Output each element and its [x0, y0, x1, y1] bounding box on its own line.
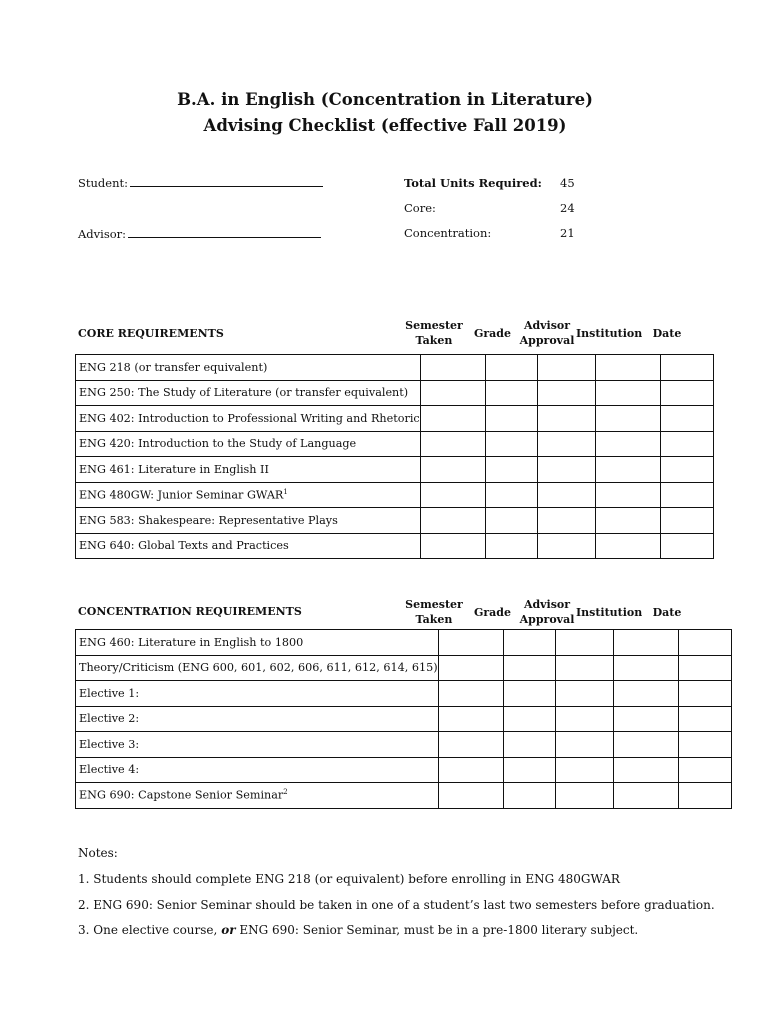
semester-line-2: Taken	[415, 613, 453, 626]
advisor-approval-cell[interactable]	[555, 783, 613, 809]
semester-taken-cell[interactable]	[420, 431, 485, 457]
total-units-label: Total Units Required:	[404, 176, 542, 190]
course-label: ENG 420: Introduction to the Study of Language	[79, 437, 357, 451]
course-label: Theory/Criticism (ENG 600, 601, 602, 606, 611, 612, 614, 615)	[79, 661, 438, 675]
grade-cell[interactable]	[485, 533, 537, 559]
semester-line-1: Semester	[405, 319, 463, 332]
semester-taken-cell[interactable]	[420, 482, 485, 508]
date-cell[interactable]	[660, 457, 713, 483]
requirement-row	[76, 508, 714, 534]
course-label: ENG 218 (or transfer equivalent)	[79, 360, 268, 374]
course-label: Elective 1:	[79, 686, 140, 700]
date-cell[interactable]	[678, 732, 731, 758]
advisor-approval-cell[interactable]	[537, 457, 595, 483]
semester-taken-cell[interactable]	[420, 355, 485, 381]
course-label: ENG 250: The Study of Literature (or transfer equivalent)	[79, 386, 409, 400]
course-label: ENG 583: Shakespeare: Representative Plays	[79, 513, 338, 527]
requirement-row	[76, 406, 714, 432]
grade-cell[interactable]	[503, 732, 555, 758]
core-requirements-heading: CORE REQUIREMENTS	[78, 327, 224, 340]
grade-cell[interactable]	[485, 457, 537, 483]
advisor-label: Advisor:	[78, 227, 127, 241]
conc-col-date: Date	[652, 606, 682, 619]
semester-line-2: Taken	[415, 334, 453, 347]
course-label: Elective 4:	[79, 763, 140, 777]
institution-cell[interactable]	[613, 655, 678, 681]
course-cell	[76, 406, 421, 432]
semester-taken-cell[interactable]	[438, 655, 503, 681]
course-cell	[76, 757, 439, 783]
advisor-approval-cell[interactable]	[555, 732, 613, 758]
core-col-grade: Grade	[473, 327, 511, 340]
requirement-row	[76, 757, 732, 783]
course-cell	[76, 431, 421, 457]
date-cell[interactable]	[660, 406, 713, 432]
core-col-advisor	[518, 318, 576, 348]
course-label: ENG 640: Global Texts and Practices	[79, 539, 289, 553]
core-units-label: Core:	[404, 201, 436, 215]
institution-cell[interactable]	[613, 630, 678, 656]
date-cell[interactable]	[660, 355, 713, 381]
total-units-value: 45	[560, 176, 575, 190]
requirement-row	[76, 482, 714, 508]
note-2: 2. ENG 690: Senior Seminar should be taken in one of a student’s last two semesters before graduation.	[78, 898, 715, 912]
date-cell[interactable]	[660, 380, 713, 406]
date-cell[interactable]	[678, 706, 731, 732]
semester-line-1: Semester	[405, 598, 463, 611]
institution-cell[interactable]	[613, 783, 678, 809]
grade-cell[interactable]	[485, 355, 537, 381]
date-cell[interactable]	[678, 630, 731, 656]
course-cell	[76, 380, 421, 406]
grade-cell[interactable]	[503, 681, 555, 707]
course-cell	[76, 508, 421, 534]
advisor-line-1: Advisor	[523, 319, 571, 332]
course-cell	[76, 355, 421, 381]
date-cell[interactable]	[678, 655, 731, 681]
institution-cell[interactable]	[595, 457, 660, 483]
requirement-row	[76, 630, 732, 656]
grade-cell[interactable]	[485, 508, 537, 534]
advisor-line-2: Approval	[519, 613, 575, 626]
grade-cell[interactable]	[485, 482, 537, 508]
advisor-approval-cell[interactable]	[537, 406, 595, 432]
requirement-row	[76, 655, 732, 681]
date-cell[interactable]	[660, 482, 713, 508]
semester-taken-cell[interactable]	[420, 533, 485, 559]
advisor-approval-cell[interactable]	[537, 508, 595, 534]
institution-cell[interactable]	[595, 533, 660, 559]
advisor-approval-cell[interactable]	[537, 431, 595, 457]
footnote-mark: 2	[283, 788, 288, 797]
advisor-approval-cell[interactable]	[537, 482, 595, 508]
advisor-field	[78, 227, 321, 241]
advisor-approval-cell[interactable]	[555, 630, 613, 656]
core-col-semester	[402, 318, 466, 348]
core-units-value: 24	[560, 201, 575, 215]
advisor-approval-cell[interactable]	[555, 681, 613, 707]
date-cell[interactable]	[660, 508, 713, 534]
requirement-row	[76, 681, 732, 707]
semester-taken-cell[interactable]	[438, 630, 503, 656]
concentration-requirements-table	[75, 629, 732, 809]
institution-cell[interactable]	[613, 757, 678, 783]
date-cell[interactable]	[660, 533, 713, 559]
requirement-row	[76, 431, 714, 457]
course-label: ENG 480GW: Junior Seminar GWAR	[79, 488, 284, 502]
date-cell[interactable]	[660, 431, 713, 457]
advisor-blank-line[interactable]	[128, 227, 321, 238]
course-label: ENG 690: Capstone Senior Seminar	[79, 789, 284, 803]
institution-cell[interactable]	[595, 380, 660, 406]
advisor-approval-cell[interactable]	[537, 380, 595, 406]
course-cell	[76, 457, 421, 483]
requirement-row	[76, 783, 732, 809]
semester-taken-cell[interactable]	[420, 380, 485, 406]
advisor-approval-cell[interactable]	[537, 533, 595, 559]
note-3-start: 3. One elective course,	[78, 923, 218, 937]
advisor-line-1: Advisor	[523, 598, 571, 611]
conc-col-advisor	[518, 597, 576, 627]
course-cell	[76, 706, 439, 732]
note-3-end: ENG 690: Senior Seminar, must be in a pre-1800 literary subject.	[239, 923, 639, 937]
conc-col-semester	[402, 597, 466, 627]
conc-col-institution: Institution	[576, 606, 643, 619]
institution-cell[interactable]	[595, 508, 660, 534]
course-cell	[76, 655, 439, 681]
requirement-row	[76, 732, 732, 758]
concentration-units-label: Concentration:	[404, 226, 492, 240]
requirement-row	[76, 533, 714, 559]
date-cell[interactable]	[678, 783, 731, 809]
note-1: 1. Students should complete ENG 218 (or equivalent) before enrolling in ENG 480GWAR	[78, 872, 620, 886]
document-title-line-2: Advising Checklist (effective Fall 2019)	[203, 116, 567, 135]
grade-cell[interactable]	[503, 630, 555, 656]
course-cell	[76, 783, 439, 809]
semester-taken-cell[interactable]	[420, 406, 485, 432]
course-cell	[76, 533, 421, 559]
core-col-date: Date	[652, 327, 682, 340]
student-field	[78, 176, 323, 190]
concentration-units-value: 21	[560, 226, 575, 240]
institution-cell[interactable]	[613, 732, 678, 758]
semester-taken-cell[interactable]	[438, 706, 503, 732]
institution-cell[interactable]	[595, 482, 660, 508]
course-label: ENG 460: Literature in English to 1800	[79, 635, 304, 649]
grade-cell[interactable]	[485, 431, 537, 457]
conc-col-grade: Grade	[473, 606, 511, 619]
grade-cell[interactable]	[503, 706, 555, 732]
course-label: Elective 3:	[79, 737, 140, 751]
institution-cell[interactable]	[613, 706, 678, 732]
note-3	[78, 923, 638, 937]
footnote-mark: 1	[283, 487, 288, 496]
requirement-row	[76, 457, 714, 483]
semester-taken-cell[interactable]	[420, 457, 485, 483]
requirement-row	[76, 355, 714, 381]
advisor-line-2: Approval	[519, 334, 575, 347]
student-blank-line[interactable]	[130, 176, 323, 187]
course-cell	[76, 732, 439, 758]
semester-taken-cell[interactable]	[438, 732, 503, 758]
requirement-row	[76, 380, 714, 406]
advisor-approval-cell[interactable]	[555, 706, 613, 732]
note-3-or: or	[221, 923, 236, 937]
student-label: Student:	[78, 176, 128, 190]
semester-taken-cell[interactable]	[438, 757, 503, 783]
requirement-row	[76, 706, 732, 732]
course-label: Elective 2:	[79, 712, 140, 726]
grade-cell[interactable]	[503, 783, 555, 809]
document-title-line-1: B.A. in English (Concentration in Literature)	[177, 90, 593, 109]
institution-cell[interactable]	[595, 431, 660, 457]
course-cell	[76, 630, 439, 656]
semester-taken-cell[interactable]	[438, 681, 503, 707]
semester-taken-cell[interactable]	[438, 783, 503, 809]
core-requirements-table	[75, 354, 714, 559]
grade-cell[interactable]	[503, 655, 555, 681]
core-col-institution: Institution	[576, 327, 643, 340]
institution-cell[interactable]	[595, 355, 660, 381]
course-cell	[76, 681, 439, 707]
grade-cell[interactable]	[485, 406, 537, 432]
concentration-requirements-heading: CONCENTRATION REQUIREMENTS	[78, 605, 302, 618]
date-cell[interactable]	[678, 757, 731, 783]
grade-cell[interactable]	[485, 380, 537, 406]
course-label: ENG 461: Literature in English II	[79, 462, 269, 476]
institution-cell[interactable]	[613, 681, 678, 707]
advisor-approval-cell[interactable]	[537, 355, 595, 381]
grade-cell[interactable]	[503, 757, 555, 783]
institution-cell[interactable]	[595, 406, 660, 432]
advisor-approval-cell[interactable]	[555, 655, 613, 681]
notes-heading: Notes:	[78, 846, 118, 860]
course-label: ENG 402: Introduction to Professional Writing and Rhetoric	[79, 411, 420, 425]
semester-taken-cell[interactable]	[420, 508, 485, 534]
course-cell	[76, 482, 421, 508]
date-cell[interactable]	[678, 681, 731, 707]
advisor-approval-cell[interactable]	[555, 757, 613, 783]
